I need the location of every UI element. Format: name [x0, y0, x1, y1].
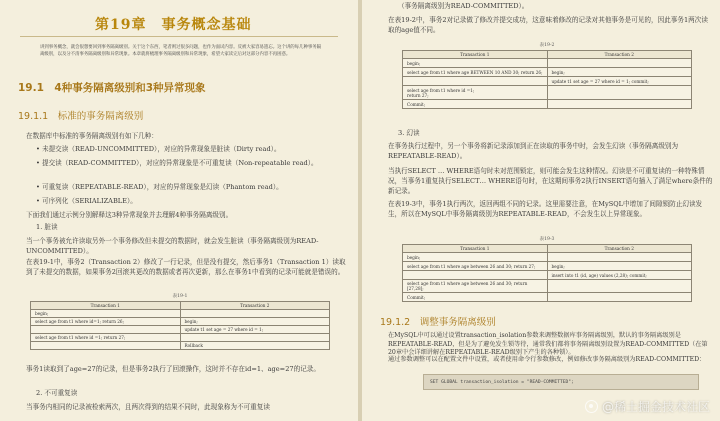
- table-cell: begin;: [180, 318, 330, 326]
- table-row: [403, 253, 692, 262]
- table-cell: [547, 59, 692, 68]
- table-cell: select age from t1 where age between 26 and 30; return 27;: [403, 262, 548, 271]
- level-item: • 未提交读（READ-UNCOMMITTED），对应的异常现象是脏读（Dirty read）。: [36, 145, 281, 153]
- table-cell: [547, 100, 692, 109]
- table-header: Transaction 2: [547, 245, 692, 253]
- table-cell: [180, 334, 330, 342]
- table-row: [403, 271, 692, 280]
- right-page: [362, 0, 720, 421]
- table-header: Transaction 1: [31, 302, 181, 310]
- non-repeatable-paragraph: 在表19-2中，事务2对记录做了修改并提交成功，这意味着修改的记录对其他事务是可见的，因此事务1两次读取的age值不同。: [388, 16, 708, 34]
- phantom-read-paragraph-2: 当执行SELECT … WHERE语句时未对范围锁定，则可能会发生这种情况。幻读是不可重复读的一种特殊情况，当事务1重复执行SELECT… WHERE语句时，在这期间事务2执行INSERT语句插入了满足where条件的新记录。: [388, 167, 713, 195]
- table-cell: select age from t1 where id =1; return 27;: [403, 86, 548, 100]
- section-heading-19-1-2: 19.1.2 调整事务隔离级别: [380, 317, 496, 328]
- non-repeatable-read-paragraph: 当事务内相同的记录被检索两次，且两次得到的结果不同时，此现象称为不可重复读: [26, 403, 270, 411]
- table-row: [403, 68, 692, 77]
- table-row: [403, 280, 692, 293]
- table-header: Transaction 1: [403, 51, 548, 59]
- table-row: [31, 318, 330, 326]
- table-cell: [403, 271, 548, 280]
- phantom-read-paragraph-1: 在事务执行过程中，另一个事务将新记录添加到正在读取的事务中时，会发生幻读（事务隔离级别为REPEATABLE-READ）。: [388, 142, 679, 160]
- phantom-read-paragraph-3: 在表19-3中，事务1执行两次，返回两组不同的记录。这里需要注意，在MySQL中增加了间隙锁防止幻读发生，所以在MySQL中事务隔离级别为REPEATABLE-READ，不会发生以上异常现象。: [388, 200, 703, 218]
- table-row: [31, 326, 330, 334]
- chapter-title: 第19章 事务概念基础: [95, 17, 252, 33]
- table-cell: Commit;: [403, 293, 548, 302]
- level-item: • 可重复读（REPEATABLE-READ），对应的异常现象是幻读（Phantom read）。: [36, 183, 283, 191]
- watermark: [585, 398, 710, 415]
- table-cell: select age from t1 where id=1; return 26;: [31, 318, 181, 326]
- dirty-read-title: 1. 脏读: [36, 223, 58, 231]
- table-cell: [547, 253, 692, 262]
- non-repeatable-read-title: 2. 不可重复读: [36, 389, 78, 397]
- table-cell: update t1 set age = 27 where id = 1; commit;: [547, 77, 692, 86]
- table-row: [403, 86, 692, 100]
- chapter-intro: 讲到事务概念，就会很想要回到事务隔离级别。关于这个东西，笔者则过很多问题，也作为面试内容。反被大家容易遗忘。这个讲的每几种事务隔离级别，以及分不清事务隔离级别和异常现象。本章就将梳理事务隔离级别和异常现象，希望大家读完后对这部分内容不再困惑。: [40, 45, 322, 58]
- table-cell: begin;: [403, 59, 548, 68]
- examples-intro: 下面我们通过示例分别解释这3种异常现象并去理解4种事务隔离级别。: [26, 211, 233, 219]
- adjust-paragraph-2: 通过参数调整可以在配置文件中设置，或者使用命令行参数修改，例如修改事务隔离级别为READ-COMMITTED：: [388, 356, 706, 363]
- transaction-table-19-1: [30, 301, 330, 350]
- table-row: [403, 59, 692, 68]
- table-header: Transaction 2: [180, 302, 330, 310]
- levels-intro: 在数据库中标准的事务隔离级别有如下几种：: [26, 132, 158, 140]
- table-cell: begin;: [403, 253, 548, 262]
- after-table-paragraph: 事务1读取到了age=27的记录，但是事务2执行了回滚操作，这时并不存在id=1、age=27的记录。: [26, 365, 320, 373]
- table-cell: Commit;: [403, 100, 548, 109]
- table-cell: [31, 342, 181, 350]
- phantom-read-title: 3. 幻读: [398, 129, 420, 137]
- section-heading-19-1-1: 19.1.1 标准的事务隔离级别: [18, 111, 144, 122]
- table-cell: begin;: [547, 262, 692, 271]
- table-header: Transaction 2: [547, 51, 692, 59]
- table-header: Transaction 1: [403, 245, 548, 253]
- table-caption: 表19-3: [539, 237, 555, 242]
- dirty-read-paragraph-2: 在表19-1中，事务2（Transaction 2）修改了一行记录，但是没有提交，然后事务1（Transaction 1）读取到了未提交的数据，如果事务2回滚其更改的数据或者再次更新，那么在事务1中看到的记录可能就是错误的。: [26, 258, 346, 276]
- table-cell: Rollback: [180, 342, 330, 350]
- watermark-text: @稀土掘金技术社区: [601, 400, 710, 414]
- transaction-table-19-3: [402, 244, 692, 302]
- table-row: [403, 262, 692, 271]
- table-cell: begin;: [31, 310, 181, 318]
- table-cell: select age from t1 where age BETWEEN 10 AND 30; return 26;: [403, 68, 548, 77]
- table-cell: select age from t1 where id =1; return 27;: [31, 334, 181, 342]
- table-cell: select age from t1 where age between 26 and 30; return [27,28];: [403, 280, 548, 293]
- table-cell: [547, 86, 692, 100]
- chapter-divider: [20, 36, 338, 37]
- adjust-paragraph-1: 在MySQL中可以通过设置transaction_isolation参数来调整数据库事务隔离级别，默认的事务隔离级别是REPEATABLE-READ，但是为了避免发生锁等待，通常我们都将事务隔离级别设置为READ-COMMITTED（在第20章中会详细讲解在REPEATABLE-READ级别下产生的各种锁）。: [388, 332, 708, 356]
- table-cell: insert into t1 (id, age) values (2,28); commit;: [547, 271, 692, 280]
- table-cell: begin;: [547, 68, 692, 77]
- table-row: [403, 293, 692, 302]
- table-cell: [403, 77, 548, 86]
- table-cell: [180, 310, 330, 318]
- table-cell: [547, 293, 692, 302]
- juejin-logo-icon: [585, 400, 598, 413]
- level-item: • 提交读（READ-COMMITTED），对应的异常现象是不可重复读（Non-repeatable read）。: [36, 159, 318, 167]
- table-cell: [547, 280, 692, 293]
- table-row: [403, 77, 692, 86]
- dirty-read-paragraph-1: 当一个事务被允许读取另外一个事务修改但未提交的数据时，就会发生脏读（事务隔离级别为READ-UNCOMMITTED）。: [26, 237, 319, 255]
- left-page: [0, 0, 358, 421]
- table-caption: 表19-2: [539, 43, 555, 48]
- table-row: [31, 342, 330, 350]
- section-heading-19-1: 19.1 4种事务隔离级别和3种异常现象: [18, 82, 206, 94]
- table-cell: update t1 set age = 27 where id = 1;: [180, 326, 330, 334]
- code-block: SET GLOBAL transaction_isolation = "READ-COMMITTED";: [423, 374, 699, 390]
- table-cell: [31, 326, 181, 334]
- table-row: [31, 310, 330, 318]
- continued-line: （事务隔离级别为READ-COMMITTED）。: [398, 2, 529, 10]
- table-row: [31, 334, 330, 342]
- level-item: • 可序列化（SERIALIZABLE）。: [36, 197, 137, 205]
- table-row: [403, 100, 692, 109]
- transaction-table-19-2: [402, 50, 692, 109]
- table-caption: 表19-1: [172, 294, 188, 299]
